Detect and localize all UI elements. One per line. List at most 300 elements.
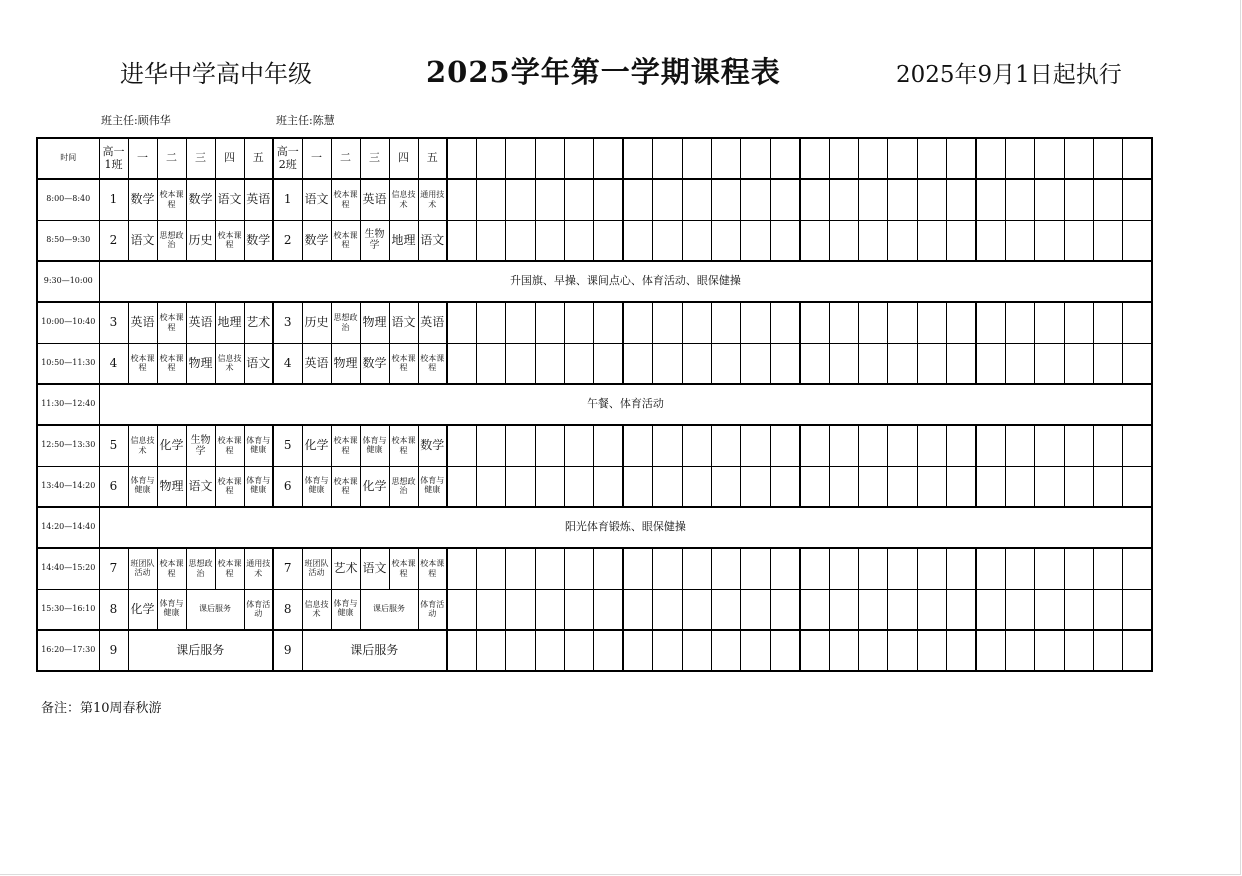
empty-cell (447, 302, 476, 343)
empty-cell (770, 425, 799, 466)
subject-cell: 语文 (389, 302, 418, 343)
empty-cell (565, 138, 594, 179)
empty-cell (535, 589, 564, 630)
empty-cell (917, 179, 946, 220)
empty-cell (858, 179, 887, 220)
weekday-header: 四 (389, 138, 418, 179)
empty-cell (682, 630, 711, 671)
empty-cell (829, 343, 858, 384)
empty-cell (1035, 179, 1064, 220)
empty-cell (1035, 466, 1064, 507)
subject-cell: 生物学 (360, 220, 389, 261)
subject-cell: 校本课程 (331, 220, 360, 261)
empty-cell (770, 630, 799, 671)
table-row (37, 425, 1152, 466)
empty-cell (741, 589, 770, 630)
empty-cell (653, 179, 682, 220)
empty-cell (947, 220, 976, 261)
empty-cell (712, 425, 741, 466)
weekday-header: 二 (331, 138, 360, 179)
empty-cell (712, 343, 741, 384)
empty-cell (447, 466, 476, 507)
empty-cell (947, 302, 976, 343)
empty-cell (976, 302, 1005, 343)
subject-cell: 班团队活动 (128, 548, 157, 589)
empty-cell (1123, 343, 1152, 384)
subject-cell: 物理 (331, 343, 360, 384)
table-row (37, 138, 1152, 179)
empty-cell (800, 179, 829, 220)
subject-cell: 校本课程 (215, 220, 244, 261)
subject-cell: 校本课程 (331, 425, 360, 466)
empty-cell (976, 548, 1005, 589)
empty-cell (535, 220, 564, 261)
table-row (37, 384, 1152, 425)
subject-cell: 通用技术 (244, 548, 273, 589)
empty-cell (1064, 548, 1093, 589)
empty-cell (917, 425, 946, 466)
subject-cell: 校本课程 (157, 548, 186, 589)
empty-cell (1035, 425, 1064, 466)
empty-cell (1035, 302, 1064, 343)
subject-cell: 物理 (186, 343, 215, 384)
period-time: 10:00—10:40 (37, 302, 99, 343)
empty-cell (682, 548, 711, 589)
empty-cell (741, 138, 770, 179)
subject-cell: 英语 (302, 343, 331, 384)
empty-cell (653, 138, 682, 179)
empty-cell (447, 220, 476, 261)
effective-date: 2025年9月1日起执行 (896, 62, 1122, 88)
empty-cell (535, 630, 564, 671)
empty-cell (653, 343, 682, 384)
weekday-header: 二 (157, 138, 186, 179)
empty-cell (947, 138, 976, 179)
weekday-header: 一 (302, 138, 331, 179)
weekday-header: 三 (360, 138, 389, 179)
empty-cell (682, 302, 711, 343)
empty-cell (565, 548, 594, 589)
empty-cell (565, 425, 594, 466)
empty-cell (653, 548, 682, 589)
empty-cell (800, 343, 829, 384)
period-time: 8:00—8:40 (37, 179, 99, 220)
empty-cell (829, 179, 858, 220)
subject-cell: 数学 (302, 220, 331, 261)
empty-cell (800, 589, 829, 630)
empty-cell (565, 220, 594, 261)
empty-cell (506, 220, 535, 261)
empty-cell (712, 466, 741, 507)
empty-cell (1123, 589, 1152, 630)
empty-cell (447, 548, 476, 589)
empty-cell (858, 630, 887, 671)
empty-cell (1123, 179, 1152, 220)
subject-cell: 地理 (215, 302, 244, 343)
subject-cell: 体育与健康 (128, 466, 157, 507)
subject-cell: 校本课程 (128, 343, 157, 384)
subject-cell: 英语 (186, 302, 215, 343)
empty-cell (623, 138, 652, 179)
table-row (37, 220, 1152, 261)
empty-cell (535, 138, 564, 179)
subject-cell: 校本课程 (389, 343, 418, 384)
empty-cell (917, 343, 946, 384)
empty-cell (1005, 425, 1034, 466)
empty-cell (1035, 548, 1064, 589)
subject-cell: 语文 (128, 220, 157, 261)
period-number: 2 (99, 220, 128, 261)
empty-cell (858, 548, 887, 589)
empty-cell (770, 220, 799, 261)
empty-cell (1094, 548, 1123, 589)
class2-teacher: 班主任:陈慧 (276, 114, 335, 127)
empty-cell (741, 466, 770, 507)
empty-cell (1035, 138, 1064, 179)
empty-cell (1064, 302, 1093, 343)
empty-cell (976, 466, 1005, 507)
empty-cell (712, 302, 741, 343)
subject-cell: 语文 (418, 220, 447, 261)
empty-cell (682, 220, 711, 261)
empty-cell (976, 138, 1005, 179)
subject-cell: 体育活动 (244, 589, 273, 630)
subject-cell: 校本课程 (215, 425, 244, 466)
empty-cell (447, 425, 476, 466)
empty-cell (947, 343, 976, 384)
empty-cell (829, 548, 858, 589)
page-title: 2025学年第一学期课程表 (426, 55, 781, 89)
empty-cell (535, 343, 564, 384)
empty-cell (653, 220, 682, 261)
table-row (37, 302, 1152, 343)
empty-cell (565, 302, 594, 343)
empty-cell (476, 548, 505, 589)
empty-cell (506, 343, 535, 384)
subject-cell: 校本课程 (389, 548, 418, 589)
after-school-service: 课后服务 (360, 589, 418, 630)
empty-cell (1094, 589, 1123, 630)
weekday-header: 五 (244, 138, 273, 179)
weekday-header: 四 (215, 138, 244, 179)
empty-cell (770, 302, 799, 343)
empty-cell (1005, 138, 1034, 179)
period-number: 5 (273, 425, 302, 466)
empty-cell (1064, 179, 1093, 220)
period-time: 10:50—11:30 (37, 343, 99, 384)
subject-cell: 化学 (157, 425, 186, 466)
empty-cell (917, 466, 946, 507)
empty-cell (829, 138, 858, 179)
empty-cell (623, 343, 652, 384)
empty-cell (947, 466, 976, 507)
empty-cell (1005, 589, 1034, 630)
table-row (37, 466, 1152, 507)
subject-cell: 数学 (186, 179, 215, 220)
empty-cell (476, 138, 505, 179)
empty-cell (741, 302, 770, 343)
subject-cell: 历史 (302, 302, 331, 343)
empty-cell (447, 138, 476, 179)
empty-cell (712, 548, 741, 589)
subject-cell: 校本课程 (389, 425, 418, 466)
subject-cell: 校本课程 (418, 548, 447, 589)
empty-cell (829, 589, 858, 630)
empty-cell (741, 425, 770, 466)
remark-note: 备注：第10周春秋游 (41, 701, 162, 716)
break-activity: 午餐、体育活动 (99, 384, 1152, 425)
class-name-header: 高一1班 (99, 138, 128, 179)
empty-cell (1064, 138, 1093, 179)
empty-cell (1005, 220, 1034, 261)
weekday-header: 一 (128, 138, 157, 179)
empty-cell (1035, 220, 1064, 261)
empty-cell (1035, 589, 1064, 630)
empty-cell (888, 302, 917, 343)
empty-cell (535, 425, 564, 466)
after-school-service: 课后服务 (186, 589, 244, 630)
class1-teacher: 班主任:顾伟华 (101, 114, 171, 127)
weekday-header: 三 (186, 138, 215, 179)
subject-cell: 思想政治 (186, 548, 215, 589)
empty-cell (917, 548, 946, 589)
empty-cell (741, 220, 770, 261)
empty-cell (653, 302, 682, 343)
empty-cell (506, 138, 535, 179)
subject-cell: 思想政治 (331, 302, 360, 343)
subject-cell: 数学 (360, 343, 389, 384)
subject-cell: 校本课程 (215, 548, 244, 589)
period-number: 4 (99, 343, 128, 384)
empty-cell (1123, 425, 1152, 466)
empty-cell (447, 630, 476, 671)
empty-cell (535, 179, 564, 220)
subject-cell: 思想政治 (157, 220, 186, 261)
school-name: 进华中学高中年级 (120, 60, 312, 88)
subject-cell: 体育与健康 (418, 466, 447, 507)
empty-cell (594, 138, 623, 179)
empty-cell (653, 589, 682, 630)
empty-cell (770, 548, 799, 589)
empty-cell (1064, 589, 1093, 630)
empty-cell (712, 179, 741, 220)
subject-cell: 信息技术 (389, 179, 418, 220)
empty-cell (741, 179, 770, 220)
empty-cell (829, 630, 858, 671)
empty-cell (800, 138, 829, 179)
subject-cell: 地理 (389, 220, 418, 261)
empty-cell (682, 138, 711, 179)
empty-cell (888, 179, 917, 220)
after-school-service: 课后服务 (302, 630, 447, 671)
empty-cell (888, 466, 917, 507)
subject-cell: 思想政治 (389, 466, 418, 507)
empty-cell (565, 630, 594, 671)
period-time: 12:50—13:30 (37, 425, 99, 466)
empty-cell (858, 589, 887, 630)
subject-cell: 校本课程 (331, 179, 360, 220)
empty-cell (858, 343, 887, 384)
period-number: 9 (99, 630, 128, 671)
subject-cell: 体育与健康 (244, 425, 273, 466)
empty-cell (476, 630, 505, 671)
empty-cell (770, 179, 799, 220)
empty-cell (506, 589, 535, 630)
period-time: 13:40—14:20 (37, 466, 99, 507)
empty-cell (594, 589, 623, 630)
subject-cell: 语文 (302, 179, 331, 220)
empty-cell (506, 548, 535, 589)
empty-cell (858, 220, 887, 261)
empty-cell (623, 589, 652, 630)
empty-cell (1064, 425, 1093, 466)
empty-cell (594, 425, 623, 466)
empty-cell (858, 466, 887, 507)
empty-cell (858, 302, 887, 343)
empty-cell (1005, 343, 1034, 384)
break-time: 9:30—10:00 (37, 261, 99, 302)
subject-cell: 校本课程 (418, 343, 447, 384)
empty-cell (594, 630, 623, 671)
empty-cell (741, 343, 770, 384)
subject-cell: 历史 (186, 220, 215, 261)
subject-cell: 校本课程 (157, 302, 186, 343)
empty-cell (1005, 302, 1034, 343)
subject-cell: 校本课程 (157, 179, 186, 220)
empty-cell (1094, 220, 1123, 261)
subject-cell: 艺术 (331, 548, 360, 589)
empty-cell (947, 589, 976, 630)
empty-cell (976, 220, 1005, 261)
empty-cell (535, 302, 564, 343)
subject-cell: 物理 (360, 302, 389, 343)
empty-cell (976, 425, 1005, 466)
subject-cell: 语文 (360, 548, 389, 589)
empty-cell (712, 630, 741, 671)
empty-cell (594, 548, 623, 589)
break-activity: 升国旗、早操、课间点心、体育活动、眼保健操 (99, 261, 1152, 302)
empty-cell (506, 302, 535, 343)
empty-cell (476, 343, 505, 384)
subject-cell: 化学 (302, 425, 331, 466)
empty-cell (594, 343, 623, 384)
empty-cell (476, 425, 505, 466)
empty-cell (712, 220, 741, 261)
empty-cell (1035, 343, 1064, 384)
empty-cell (565, 466, 594, 507)
empty-cell (447, 343, 476, 384)
period-number: 5 (99, 425, 128, 466)
empty-cell (1094, 302, 1123, 343)
period-number: 2 (273, 220, 302, 261)
weekday-header: 五 (418, 138, 447, 179)
class-name-header: 高一2班 (273, 138, 302, 179)
period-number: 3 (99, 302, 128, 343)
empty-cell (565, 179, 594, 220)
period-number: 1 (99, 179, 128, 220)
empty-cell (712, 589, 741, 630)
empty-cell (1064, 220, 1093, 261)
empty-cell (947, 548, 976, 589)
subject-cell: 语文 (186, 466, 215, 507)
empty-cell (623, 466, 652, 507)
subject-cell: 英语 (360, 179, 389, 220)
empty-cell (1094, 466, 1123, 507)
table-row (37, 507, 1152, 548)
empty-cell (682, 425, 711, 466)
empty-cell (535, 548, 564, 589)
subject-cell: 数学 (418, 425, 447, 466)
empty-cell (917, 589, 946, 630)
period-number: 1 (273, 179, 302, 220)
subject-cell: 校本课程 (215, 466, 244, 507)
empty-cell (623, 302, 652, 343)
empty-cell (888, 630, 917, 671)
empty-cell (1064, 343, 1093, 384)
period-number: 4 (273, 343, 302, 384)
empty-cell (447, 179, 476, 220)
empty-cell (976, 630, 1005, 671)
subject-cell: 班团队活动 (302, 548, 331, 589)
empty-cell (976, 179, 1005, 220)
table-row (37, 261, 1152, 302)
empty-cell (623, 548, 652, 589)
empty-cell (594, 179, 623, 220)
empty-cell (888, 425, 917, 466)
empty-cell (623, 179, 652, 220)
empty-cell (682, 343, 711, 384)
subject-cell: 生物学 (186, 425, 215, 466)
empty-cell (800, 302, 829, 343)
empty-cell (888, 548, 917, 589)
empty-cell (858, 425, 887, 466)
break-activity: 阳光体育锻炼、眼保健操 (99, 507, 1152, 548)
subject-cell: 信息技术 (215, 343, 244, 384)
period-number: 3 (273, 302, 302, 343)
empty-cell (1064, 466, 1093, 507)
empty-cell (594, 302, 623, 343)
empty-cell (1094, 343, 1123, 384)
empty-cell (712, 138, 741, 179)
empty-cell (741, 630, 770, 671)
empty-cell (623, 220, 652, 261)
empty-cell (741, 548, 770, 589)
subject-cell: 信息技术 (302, 589, 331, 630)
empty-cell (1064, 630, 1093, 671)
period-time: 8:50—9:30 (37, 220, 99, 261)
subject-cell: 体育与健康 (331, 589, 360, 630)
schedule-table (36, 137, 1153, 672)
period-number: 8 (273, 589, 302, 630)
empty-cell (1005, 548, 1034, 589)
empty-cell (829, 425, 858, 466)
subject-cell: 通用技术 (418, 179, 447, 220)
subject-cell: 化学 (360, 466, 389, 507)
empty-cell (800, 220, 829, 261)
empty-cell (976, 343, 1005, 384)
subject-cell: 英语 (244, 179, 273, 220)
period-number: 7 (99, 548, 128, 589)
empty-cell (476, 179, 505, 220)
subject-cell: 化学 (128, 589, 157, 630)
empty-cell (1123, 302, 1152, 343)
period-number: 7 (273, 548, 302, 589)
break-time: 14:20—14:40 (37, 507, 99, 548)
table-row (37, 343, 1152, 384)
empty-cell (506, 630, 535, 671)
empty-cell (888, 589, 917, 630)
subject-cell: 体育与健康 (360, 425, 389, 466)
